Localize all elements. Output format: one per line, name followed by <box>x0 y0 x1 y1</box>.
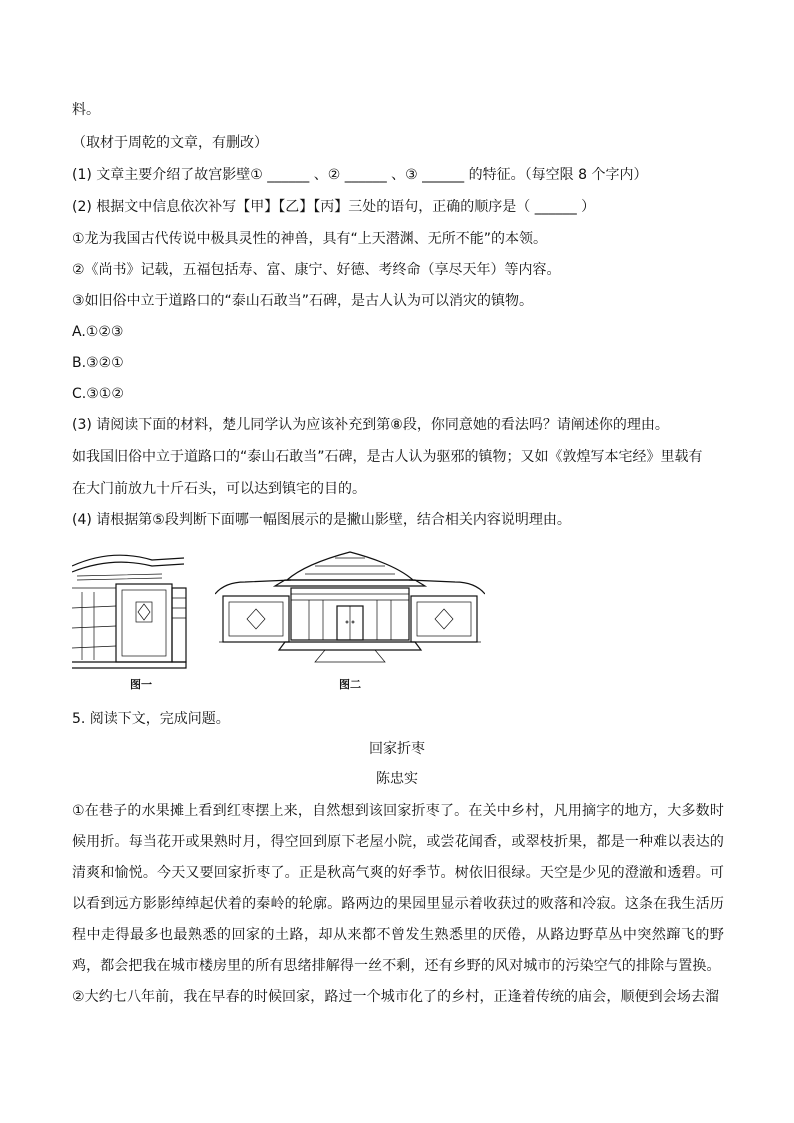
question-1: (1) 文章主要介绍了故宫影壁① ______ 、② ______ 、③ ______ 的特征。（每空限 8 个字内） <box>72 167 648 183</box>
choice-b: B.③②① <box>72 355 124 371</box>
figure-1-drawing <box>72 548 187 673</box>
text-line-1: 料。 <box>72 102 100 118</box>
figure-2-drawing <box>215 544 485 664</box>
question-2: (2) 根据文中信息依次补写【甲】【乙】【丙】三处的语句，正确的顺序是（ ______ ） <box>72 199 596 215</box>
article-paragraph-2: ②大约七八年前，我在早春的时候回家，路过一个城市化了的乡村，正逢着传统的庙会，顺便到会场去溜 <box>72 989 720 1005</box>
article-title: 回家折枣 <box>369 741 425 757</box>
question-3: (3) 请阅读下面的材料，楚儿同学认为应该补充到第⑧段，你同意她的看法吗？请阐述你的理由。 <box>72 417 669 433</box>
choice-a: A.①②③ <box>72 324 124 340</box>
article-paragraph-1: ①在巷子的水果摊上看到红枣摆上来，自然想到该回家折枣了。在关中乡村，凡用摘字的地方，大多数时候用折。每当花开或果熟时月，得空回到原下老屋小院，或尝花闻香，或翠枝折果，都是一种难以表达的清爽和愉悦。今天又要回家折枣了。正是秋高气爽的好季节。树依旧很绿。天空是少见的澄澈和透碧。可以看到远方影影绰绰起伏着的秦岭的轮廓。路两边的果园里显示着收获过的败落和冷寂。这条在我生活历程中走得最多也最熟悉的回家的土路，却从来都不曾发生熟悉里的厌倦，从路边野草丛中突然蹿飞的野鸡，都会把我在城市楼房里的所有思绪排解得一丝不剩，还有乡野的风对城市的污染空气的排除与置换。 <box>72 803 724 974</box>
article-author: 陈忠实 <box>376 771 418 787</box>
figure-2-caption: 图二 <box>339 678 361 691</box>
question-4: (4) 请根据第⑤段判断下面哪一幅图展示的是撇山影壁，结合相关内容说明理由。 <box>72 512 571 528</box>
source-note: （取材于周乾的文章，有删改） <box>72 135 268 151</box>
option-sentence-1: ①龙为我国古代传说中极具灵性的神兽，具有“上天潜渊、无所不能”的本领。 <box>72 231 548 247</box>
choice-c: C.③①② <box>72 386 124 402</box>
figure-1-caption: 图一 <box>130 678 152 691</box>
option-sentence-2: ②《尚书》记载，五福包括寿、富、康宁、好德、考终命（享尽天年）等内容。 <box>72 262 561 278</box>
material-line-1: 如我国旧俗中立于道路口的“泰山石敢当”石碑，是古人认为驱邪的镇物；又如《敦煌写本宅经》里载有 <box>72 449 703 465</box>
option-sentence-3: ③如旧俗中立于道路口的“泰山石敢当”石碑，是古人认为可以消灾的镇物。 <box>72 293 534 309</box>
material-line-2: 在大门前放九十斤石头，可以达到镇宅的目的。 <box>72 481 366 497</box>
section-5-prompt: 5. 阅读下文，完成问题。 <box>72 711 230 727</box>
